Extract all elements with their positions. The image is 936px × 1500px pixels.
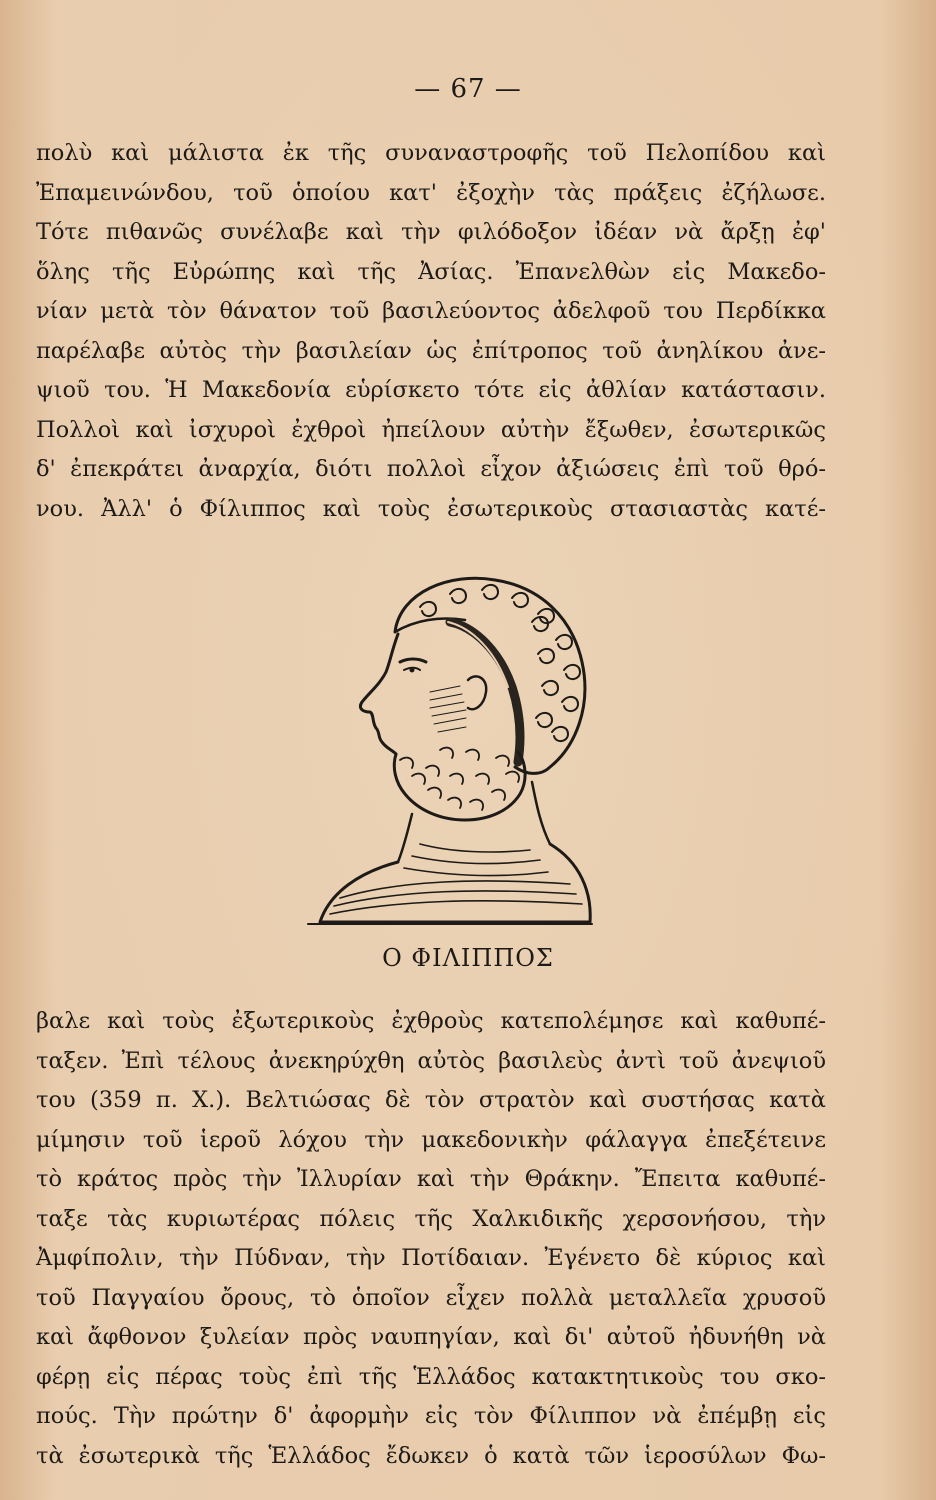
text-line: φέρῃ εἰς πέρας τοὺς ἐπὶ τῆς Ἑλλάδος κατακτητικοὺς του σκο- (36, 1363, 826, 1390)
text-line: νου. Ἀλλ' ὁ Φίλιππος καὶ τοὺς ἐσωτερικοὺς στασιαστὰς κατέ- (36, 495, 826, 522)
text-line: Ἀμφίπολιν, τὴν Πύδναν, τὴν Ποτίδαιαν. Ἐγένετο δὲ κύριος καὶ (36, 1245, 826, 1271)
text-line: Τότε πιθανῶς συνέλαβε καὶ τὴν φιλόδοξον ἰδέαν νὰ ἄρξῃ ἐφ' (36, 219, 826, 245)
text-line: τὰ ἐσωτερικὰ τῆς Ἑλλάδος ἔδωκεν ὁ κατὰ τῶν ἱεροσύλων Φω- (36, 1442, 826, 1469)
top-paragraph (36, 134, 826, 529)
text-line: ψιοῦ του. Ἡ Μακεδονία εὑρίσκετο τότε εἰς ἀθλίαν κατάστασιν. (36, 377, 826, 403)
text-line: Πολλοὶ καὶ ἰσχυροὶ ἐχθροὶ ἠπείλουν αὐτὴν ἔξωθεν, ἐσωτερικῶς (36, 416, 826, 443)
text-line: τοῦ Παγγαίου ὄρους, τὸ ὁποῖον εἶχεν πολλὰ μεταλλεῖα χρυσοῦ (36, 1284, 826, 1311)
text-line: δ' ἐπεκράτει ἀναρχία, διότι πολλοὶ εἶχον ἀξιώσεις ἐπὶ τοῦ θρό- (36, 456, 826, 482)
text-line: ταξεν. Ἐπὶ τέλους ἀνεκηρύχθη αὐτὸς βασιλεὺς ἀντὶ τοῦ ἀνεψιοῦ (36, 1047, 826, 1074)
text-line: βαλε καὶ τοὺς ἐξωτερικοὺς ἐχθροὺς κατεπολέμησε καὶ καθυπέ- (36, 1008, 826, 1034)
text-line: πολὺ καὶ μάλιστα ἐκ τῆς συναναστροφῆς τοῦ Πελοπίδου καὶ (36, 140, 826, 166)
text-line: καὶ ἄφθονον ξυλείαν πρὸς ναυπηγίαν, καὶ δι' αὐτοῦ ἠδυνήθη νὰ (36, 1324, 826, 1350)
philip-portrait-illustration (300, 562, 600, 934)
text-line: ὅλης τῆς Εὐρώπης καὶ τῆς Ἀσίας. Ἐπανελθὼν εἰς Μακεδο- (36, 258, 826, 285)
page-number: — 67 — (414, 74, 522, 104)
text-line: νίαν μετὰ τὸν θάνατον τοῦ βασιλεύοντος ἀδελφοῦ του Περδίκκα (36, 298, 826, 324)
text-line: μίμησιν τοῦ ἱεροῦ λόχου τὴν μακεδονικὴν φάλαγγα ἐπεξέτεινε (36, 1126, 826, 1153)
text-line: τὸ κράτος πρὸς τὴν Ἰλλυρίαν καὶ τὴν Θράκην. Ἔπειτα καθυπέ- (36, 1166, 826, 1192)
text-line: του (359 π. Χ.). Βελτιώσας δὲ τὸν στρατὸν καὶ συστήσας κατὰ (36, 1087, 826, 1113)
text-line: παρέλαβε αὐτὸς τὴν βασιλείαν ὡς ἐπίτροπος τοῦ ἀνηλίκου ἀνε- (36, 337, 826, 364)
text-line: πούς. Τὴν πρώτην δ' ἀφορμὴν εἰς τὸν Φίλιππον νὰ ἐπέμβῃ εἰς (36, 1403, 826, 1429)
text-line: ταξε τὰς κυριωτέρας πόλεις τῆς Χαλκιδικῆς χερσονήσου, τὴν (36, 1205, 826, 1232)
portrait-caption: Ο ΦΙΛΙΠΠΟΣ (382, 944, 554, 972)
bottom-paragraph (36, 1002, 826, 1476)
text-line: Ἐπαμεινώνδου, τοῦ ὁποίου κατ' ἐξοχὴν τὰς πράξεις ἐζήλωσε. (36, 179, 826, 206)
